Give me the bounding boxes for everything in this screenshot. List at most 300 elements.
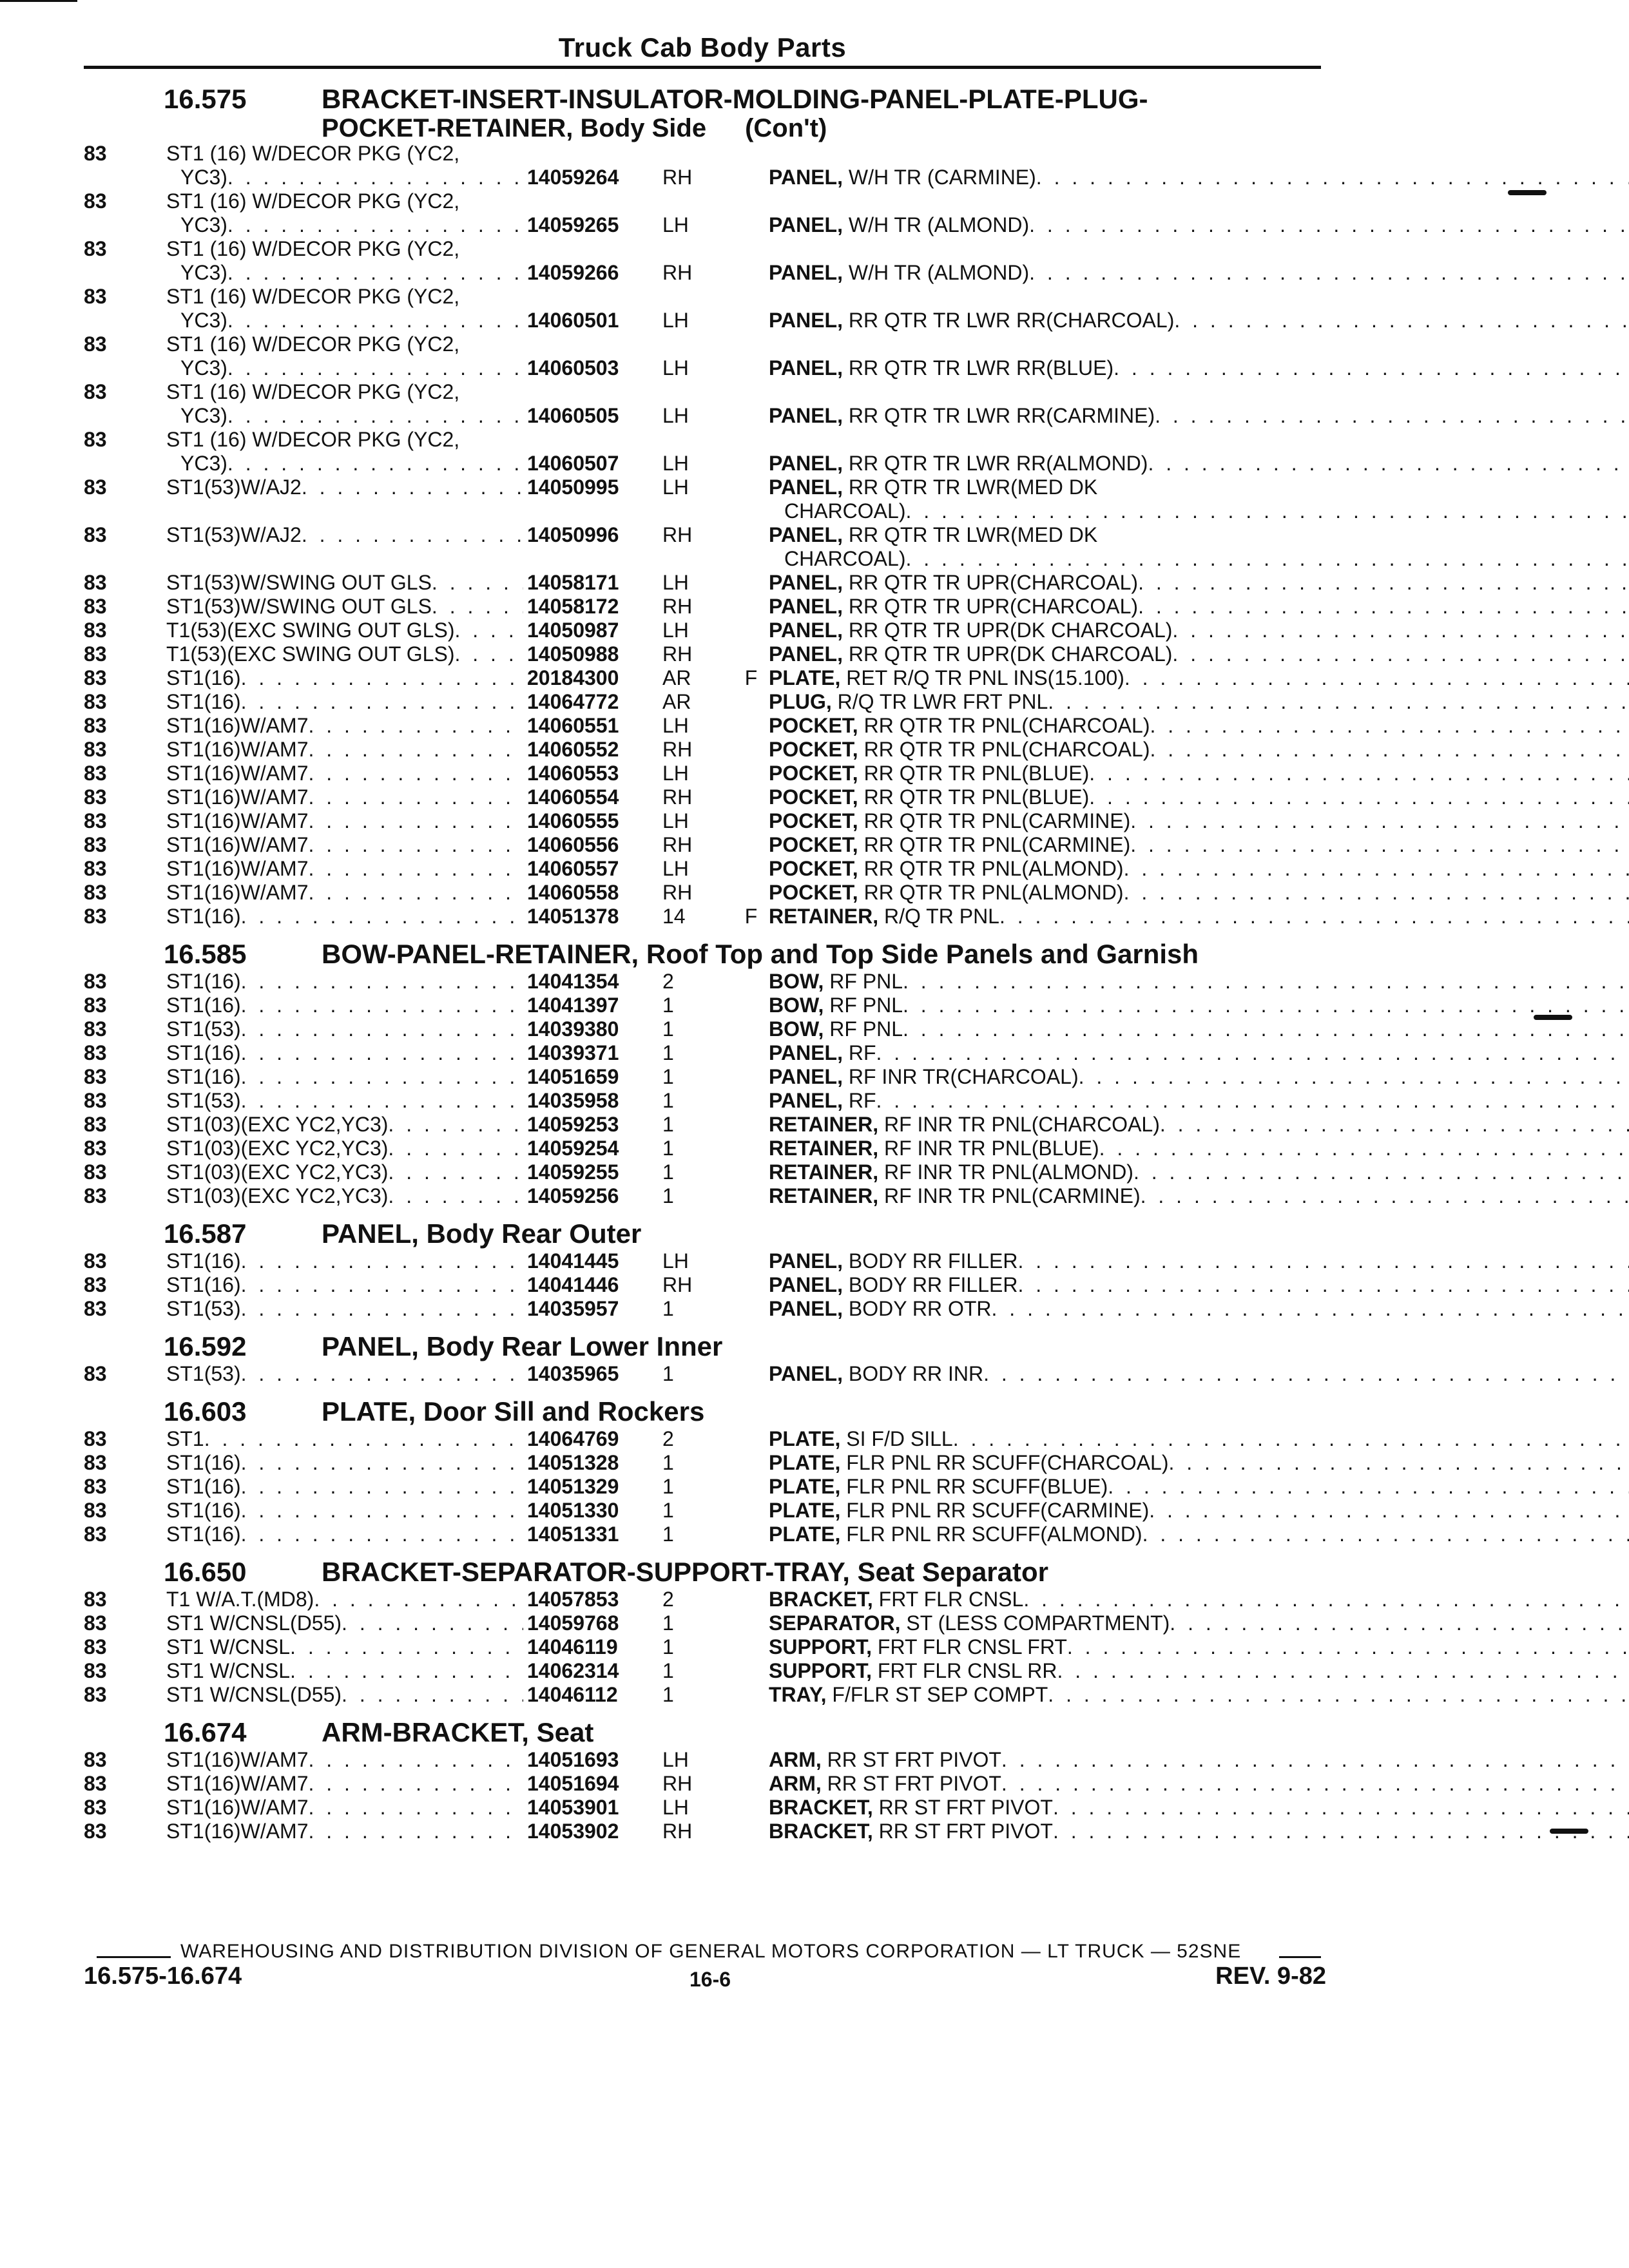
model-application (166, 1611, 527, 1635)
part-number: 14053902 (527, 1820, 619, 1843)
dot-leader (1160, 1113, 1629, 1137)
part-noun: PANEL, (769, 1065, 843, 1088)
description-text (769, 1796, 1053, 1820)
model-text: ST1 W/CNSL (166, 1659, 291, 1682)
part-number: 14060505 (527, 404, 619, 427)
section-heading (84, 1717, 1327, 1748)
description-line (769, 994, 1629, 1017)
model-year: 83 (84, 1249, 107, 1273)
model-text: ST1 (16) W/DECOR PKG (YC2, (166, 428, 460, 451)
dot-leader (290, 1659, 523, 1683)
model-line (166, 785, 523, 809)
footnote-flag (733, 1137, 769, 1160)
section-heading (84, 1557, 1327, 1588)
part-modifier: RF INR TR(CHARCOAL) (842, 1065, 1079, 1088)
model-text: ST1 W/CNSL(D55) (166, 1683, 342, 1706)
description-line (769, 595, 1629, 619)
part-description (769, 332, 1629, 380)
quantity: RH (662, 785, 693, 809)
part-description (769, 714, 1629, 738)
part-noun: PLATE, (769, 666, 841, 689)
part-description (769, 595, 1629, 619)
quantity: LH (662, 857, 689, 880)
model-application (166, 905, 527, 928)
dot-leader (308, 833, 523, 857)
part-noun: POCKET, (769, 833, 858, 856)
table-row (84, 476, 1327, 523)
part-modifier: FRT FLR CNSL (872, 1588, 1024, 1611)
model-year: 83 (84, 809, 107, 832)
part-description (769, 428, 1629, 476)
model-line (166, 1065, 523, 1089)
model-text: ST1(53)W/AJ2 (166, 476, 302, 499)
model-application (166, 332, 527, 380)
part-description (769, 1065, 1629, 1089)
description-line (769, 1659, 1629, 1683)
model-text: ST1 (16) W/DECOR PKG (YC2, (166, 332, 460, 356)
dot-leader (388, 1160, 523, 1184)
part-noun: POCKET, (769, 809, 858, 832)
footnote-flag (733, 1683, 769, 1707)
table-row (84, 1160, 1327, 1184)
description-line (769, 261, 1629, 285)
model-line (166, 881, 523, 905)
dot-leader (314, 1588, 523, 1611)
part-noun: RETAINER, (769, 1137, 879, 1160)
quantity: RH (662, 595, 693, 618)
catalog-section (84, 84, 1327, 928)
dot-leader (241, 690, 523, 714)
dot-leader (1138, 571, 1629, 595)
description-line (769, 499, 1629, 523)
model-application (166, 1523, 527, 1546)
model-line (166, 1659, 523, 1683)
description-text (769, 1772, 1001, 1796)
part-description (769, 666, 1629, 690)
part-modifier: RR QTR TR LWR(MED DK (842, 523, 1098, 546)
model-line (166, 994, 523, 1017)
dot-leader (432, 595, 523, 619)
dot-leader (1174, 309, 1629, 332)
description-line (769, 970, 1629, 994)
table-row (84, 428, 1327, 476)
description-line (769, 476, 1629, 499)
model-line (166, 809, 523, 833)
description-line (769, 1273, 1629, 1297)
model-year: 83 (84, 380, 107, 403)
footnote-flag (733, 1065, 769, 1089)
part-description (769, 1160, 1629, 1184)
description-line (769, 666, 1629, 690)
dot-leader (1029, 213, 1629, 237)
model-line (166, 309, 523, 332)
model-line (166, 1588, 523, 1611)
description-text (769, 1475, 1108, 1499)
dot-leader (227, 261, 523, 285)
part-description (769, 809, 1629, 833)
table-row (84, 189, 1327, 237)
footnote-flag (733, 1588, 769, 1611)
part-modifier: W/H TR (CARMINE) (842, 166, 1036, 189)
model-line (166, 905, 523, 928)
description-text (769, 666, 1124, 690)
dot-leader (983, 1362, 1629, 1386)
description-line (769, 1089, 1629, 1113)
description-line (769, 1297, 1629, 1321)
part-description (769, 1249, 1629, 1273)
model-line (166, 1683, 523, 1707)
footnote-flag (733, 881, 769, 905)
model-year: 83 (84, 1137, 107, 1160)
part-modifier: FRT FLR CNSL RR (872, 1659, 1057, 1682)
part-modifier: RR ST FRT PIVOT (821, 1772, 1001, 1795)
footnote-flag (733, 1820, 769, 1843)
dot-leader (1079, 1065, 1629, 1089)
part-noun: PANEL, (769, 1249, 843, 1273)
description-line (769, 1017, 1629, 1041)
quantity: 1 (662, 1297, 674, 1320)
part-description (769, 189, 1629, 237)
table-row (84, 642, 1327, 666)
table-row (84, 1635, 1327, 1659)
quantity: LH (662, 809, 689, 832)
description-text (769, 571, 1138, 595)
quantity: 1 (662, 1160, 674, 1184)
part-description (769, 142, 1629, 189)
part-number: 14060553 (527, 762, 619, 785)
model-line (166, 738, 523, 762)
model-text: YC3) (180, 213, 227, 236)
model-text: ST1(16)W/AM7 (166, 881, 309, 904)
model-line (166, 1499, 523, 1523)
model-year: 83 (84, 1796, 107, 1819)
part-description (769, 762, 1629, 785)
part-description (769, 833, 1629, 857)
model-text: ST1(03)(EXC YC2,YC3) (166, 1113, 389, 1136)
part-noun: POCKET, (769, 738, 858, 761)
footnote-flag (733, 237, 769, 285)
footnote-flag (733, 1362, 769, 1386)
quantity: 1 (662, 1113, 674, 1136)
footnote-flag (733, 571, 769, 595)
part-modifier: RR QTR TR LWR RR(CARMINE) (842, 404, 1155, 427)
model-year: 83 (84, 571, 107, 594)
model-line (166, 1523, 523, 1546)
model-year: 83 (84, 1820, 107, 1843)
section-number: 16.674 (164, 1717, 247, 1747)
part-noun: BRACKET, (769, 1820, 873, 1843)
table-row (84, 1451, 1327, 1475)
part-description (769, 1635, 1629, 1659)
model-application (166, 1137, 527, 1160)
description-text (769, 1748, 1001, 1772)
table-row (84, 738, 1327, 762)
table-row (84, 1683, 1327, 1707)
description-line (769, 547, 1629, 571)
part-number: 14051329 (527, 1475, 619, 1498)
table-row (84, 994, 1327, 1017)
dot-leader (1053, 1820, 1629, 1843)
description-text (769, 762, 1089, 785)
model-text: ST1(16) (166, 1499, 241, 1522)
dot-leader (1150, 738, 1629, 762)
part-noun: PANEL, (769, 309, 843, 332)
section-title: PANEL, Body Rear Lower Inner (322, 1331, 723, 1361)
part-number: 14041354 (527, 970, 619, 993)
catalog-section (84, 1218, 1327, 1321)
part-number: 14051659 (527, 1065, 619, 1088)
dot-leader (227, 213, 523, 237)
description-line (769, 1796, 1629, 1820)
part-description (769, 857, 1629, 881)
dot-leader (1057, 1659, 1629, 1683)
quantity: 1 (662, 994, 674, 1017)
part-modifier: RF PNL (824, 1017, 903, 1041)
quantity: RH (662, 523, 693, 546)
footnote-flag: F (744, 905, 758, 928)
model-application (166, 1683, 527, 1707)
description-text (769, 261, 1029, 285)
dot-leader (388, 1113, 523, 1137)
model-text: ST1(16) (166, 690, 241, 713)
part-modifier: BODY RR FILLER (842, 1249, 1018, 1273)
description-line (769, 1588, 1629, 1611)
part-number: 14062314 (527, 1659, 619, 1682)
footnote-flag (733, 714, 769, 738)
part-noun: PANEL, (769, 1089, 843, 1112)
section-heading (84, 1331, 1327, 1362)
part-number: 14060554 (527, 785, 619, 809)
quantity: 1 (662, 1041, 674, 1064)
catalog-section (84, 939, 1327, 1208)
part-description (769, 571, 1629, 595)
model-line (166, 476, 523, 499)
model-line (166, 1017, 523, 1041)
model-line (166, 1820, 523, 1843)
part-description (769, 1427, 1629, 1451)
quantity: AR (662, 690, 691, 713)
description-text (769, 1249, 1017, 1273)
part-number: 14059256 (527, 1184, 619, 1207)
footnote-flag (733, 476, 769, 523)
dot-leader (1089, 785, 1629, 809)
part-noun: SEPARATOR, (769, 1611, 901, 1635)
table-row (84, 237, 1327, 285)
model-application (166, 1475, 527, 1499)
part-modifier: BODY RR FILLER (842, 1273, 1018, 1296)
part-description (769, 1748, 1629, 1772)
dot-leader (1142, 1523, 1629, 1546)
part-description (769, 1772, 1629, 1796)
dot-leader (1170, 1611, 1629, 1635)
table-row (84, 1820, 1327, 1843)
model-line (166, 1089, 523, 1113)
model-application (166, 785, 527, 809)
quantity: LH (662, 309, 689, 332)
footnote-flag (733, 1427, 769, 1451)
model-line (166, 237, 523, 261)
table-row (84, 905, 1327, 928)
quantity: 1 (662, 1184, 674, 1207)
model-text: ST1(53) (166, 1017, 241, 1041)
quantity: RH (662, 1820, 693, 1843)
part-modifier: F/FLR ST SEP COMPT (826, 1683, 1048, 1706)
description-line (769, 642, 1629, 666)
dot-leader (1168, 1451, 1629, 1475)
part-noun: SUPPORT, (769, 1659, 872, 1682)
quantity: LH (662, 619, 689, 642)
part-modifier: FLR PNL RR SCUFF(BLUE) (840, 1475, 1108, 1498)
part-modifier: RR QTR TR UPR(DK CHARCOAL) (842, 619, 1173, 642)
model-line (166, 452, 523, 476)
footnote-flag (733, 523, 769, 571)
quantity: 1 (662, 1659, 674, 1682)
dot-leader (1124, 666, 1629, 690)
description-text (769, 619, 1172, 642)
model-application (166, 1297, 527, 1321)
model-text: ST1(16)W/AM7 (166, 762, 309, 785)
model-year: 83 (84, 1362, 107, 1385)
model-text: ST1(16) (166, 994, 241, 1017)
quantity: LH (662, 1796, 689, 1819)
dot-leader (241, 1249, 523, 1273)
model-application (166, 857, 527, 881)
part-noun: PANEL, (769, 166, 843, 189)
model-line (166, 523, 523, 547)
model-text: ST1(16) (166, 1249, 241, 1273)
part-number: 14060501 (527, 309, 619, 332)
description-line (769, 1820, 1629, 1843)
dot-leader (432, 571, 523, 595)
description-line (769, 452, 1629, 476)
model-application (166, 994, 527, 1017)
description-text (769, 1160, 1133, 1184)
footnote-flag (733, 1273, 769, 1297)
model-year: 83 (84, 762, 107, 785)
dot-leader (241, 1499, 523, 1523)
description-line (769, 738, 1629, 762)
model-year: 83 (84, 237, 107, 260)
part-modifier: FLR PNL RR SCUFF(ALMOND) (840, 1523, 1142, 1546)
description-line (769, 571, 1629, 595)
catalog-section (84, 1331, 1327, 1386)
footer-revision: REV. 9-82 (1215, 1963, 1326, 1990)
quantity: LH (662, 213, 689, 236)
model-application (166, 762, 527, 785)
footnote-flag (733, 1772, 769, 1796)
part-noun: BOW, (769, 994, 824, 1017)
part-description (769, 1137, 1629, 1160)
description-line (769, 619, 1629, 642)
description-text (769, 714, 1150, 738)
model-text: YC3) (180, 166, 227, 189)
quantity: RH (662, 261, 693, 284)
model-text: ST1 (16) W/DECOR PKG (YC2, (166, 285, 460, 308)
footnote-flag (733, 762, 769, 785)
quantity: LH (662, 356, 689, 380)
model-text: ST1(16) (166, 1451, 241, 1474)
part-noun: BOW, (769, 1017, 824, 1041)
quantity: 2 (662, 970, 674, 993)
dot-leader (388, 1137, 523, 1160)
model-text: T1(53)(EXC SWING OUT GLS) (166, 642, 455, 666)
part-number: 14035965 (527, 1362, 619, 1385)
description-text (769, 905, 999, 928)
quantity: 2 (662, 1588, 674, 1611)
part-modifier: RF INR TR PNL(CHARCOAL) (878, 1113, 1160, 1136)
part-description (769, 690, 1629, 714)
model-line (166, 571, 523, 595)
part-modifier: RR QTR TR PNL(ALMOND) (858, 881, 1124, 904)
description-text (769, 1065, 1079, 1089)
table-row (84, 857, 1327, 881)
part-noun: POCKET, (769, 785, 858, 809)
part-description (769, 1683, 1629, 1707)
description-text (769, 994, 903, 1017)
page-header-title: Truck Cab Body Parts (558, 32, 847, 62)
dot-leader (1017, 1249, 1629, 1273)
part-number: 14051328 (527, 1451, 619, 1474)
model-application (166, 1659, 527, 1683)
part-modifier: RR QTR TR PNL(BLUE) (858, 785, 1090, 809)
dot-leader (1124, 881, 1629, 905)
part-noun: PANEL, (769, 1362, 843, 1385)
model-year: 83 (84, 970, 107, 993)
model-text: ST1(53)W/SWING OUT GLS (166, 595, 432, 618)
model-year: 83 (84, 642, 107, 666)
dot-leader (308, 1772, 523, 1796)
model-year: 83 (84, 285, 107, 308)
quantity: 1 (662, 1683, 674, 1706)
dot-leader (227, 309, 523, 332)
dot-leader (302, 523, 523, 547)
model-line (166, 1748, 523, 1772)
dot-leader (1172, 619, 1629, 642)
table-row (84, 1796, 1327, 1820)
part-modifier: RR QTR TR PNL(CARMINE) (858, 833, 1131, 856)
part-modifier: RR ST FRT PIVOT (872, 1796, 1053, 1819)
model-line (166, 1611, 523, 1635)
part-noun: PANEL, (769, 523, 843, 546)
dot-leader (1053, 1796, 1629, 1820)
section-title: ARM-BRACKET, Seat (322, 1717, 594, 1747)
model-line (166, 213, 523, 237)
dot-leader (903, 1017, 1629, 1041)
top-corner-rule (0, 0, 77, 2)
model-text: ST1(16) (166, 1475, 241, 1498)
part-number: 14060558 (527, 881, 619, 904)
model-line (166, 380, 523, 404)
description-text (769, 1523, 1142, 1546)
table-row (84, 1588, 1327, 1611)
part-description (769, 1820, 1629, 1843)
model-text: ST1(16)W/AM7 (166, 738, 309, 761)
table-row (84, 380, 1327, 428)
description-line (769, 1249, 1629, 1273)
section-heading (84, 1218, 1327, 1249)
description-text (769, 1362, 983, 1386)
part-description (769, 285, 1629, 332)
model-text: ST1(16)W/AM7 (166, 1796, 309, 1819)
section-title-line2: POCKET-RETAINER, Body Side (322, 114, 707, 142)
part-noun: RETAINER, (769, 1113, 879, 1136)
part-noun: PANEL, (769, 404, 843, 427)
description-text (769, 1499, 1149, 1523)
model-line (166, 332, 523, 356)
quantity: RH (662, 642, 693, 666)
dot-leader (999, 905, 1629, 928)
description-line (769, 309, 1629, 332)
